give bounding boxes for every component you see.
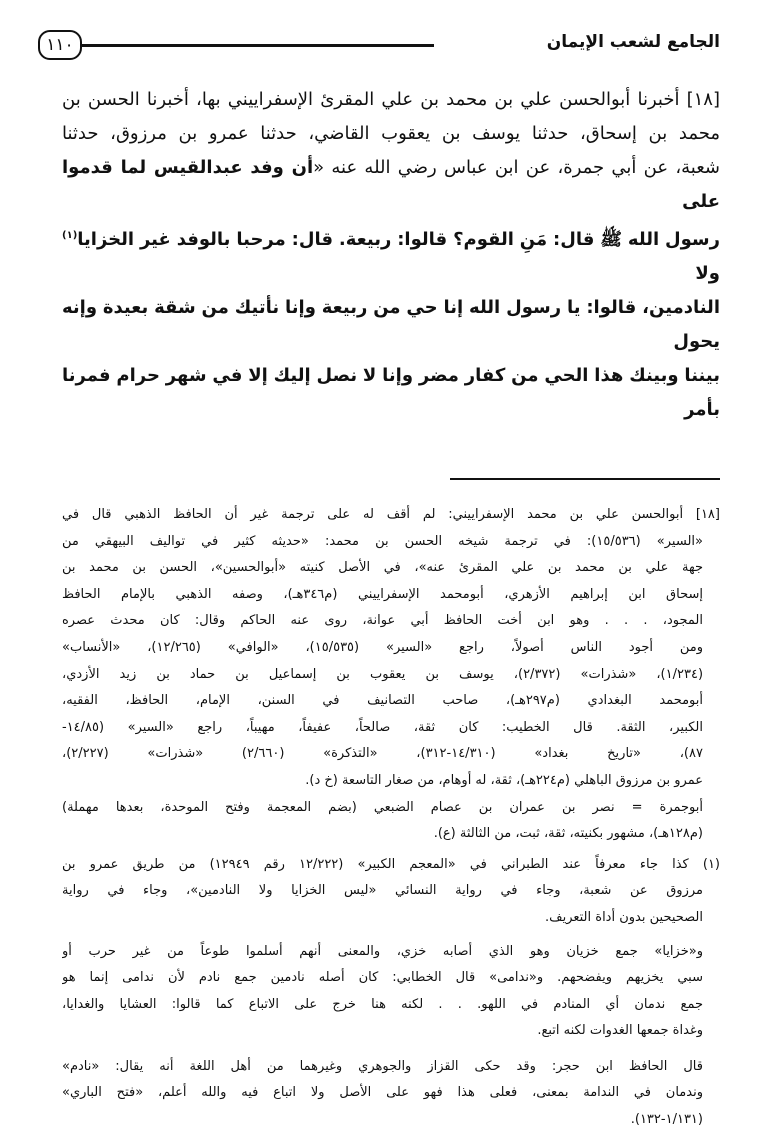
text-line: [١٨] أخبرنا أبوالحسن علي بن محمد بن علي المقرئ الإسفراييني بها، أخبرنا الحسن بن: [62, 89, 720, 110]
hadith-text: ولا: [695, 263, 720, 284]
header-rule: [82, 44, 434, 47]
footnote-line: (م١٢٨هـ)، مشهور بكنيته، ثقة، ثبت، من الثالثة (ع).: [433, 826, 703, 842]
footnote-line: الصحيحين بدون أداة التعريف.: [544, 909, 703, 925]
footnote-line: (١/١٣١-١٣٢).: [630, 1112, 703, 1128]
running-title: الجامع لشعب الإيمان: [546, 32, 720, 52]
footnote-line: أبوجمرة = نصر بن عمران بن عصام الضبعي (بضم المعجمة وفتح الموحدة، بعدها مهملة): [62, 799, 703, 815]
page-number: ١١٠: [38, 30, 82, 60]
text-line: محمد بن إسحاق، حدثنا يوسف بن يعقوب القاضي، حدثنا عمرو بن مرزوق، حدثنا: [62, 123, 720, 144]
footnote-line: جهة علي بن محمد بن علي المقرئ عنه»، في الأصل كنيته «أبوالحسين»، الحسن بن محمد بن: [62, 560, 703, 576]
footnote-line: وندمان في الندامة بمعنى، فعلى هذا فهو على الأصل ولا اتباع فيه والله أعلم، «فتح الباري»: [62, 1085, 703, 1101]
main-text: [62, 83, 720, 427]
text-line: [62, 219, 720, 291]
footnote-line: قال الحافظ ابن حجر: وقد حكى القزاز والجوهري وغيرهما من أهل اللغة أنه يقال: «نادم»: [62, 1058, 703, 1074]
footnote-line: (١/٢٣٤)، «شذرات» (٢/٣٧٢)، يوسف بن يعقوب بن إسماعيل بن حماد بن زيد الأزدي،: [62, 666, 704, 682]
footnote-line: المجود، . . . وهو ابن أخت الحافظ أبي عوانة، روى عنه الحاكم وقال: كان محدث عصره: [62, 613, 703, 629]
footnote-line: وغداة جمعها الغدوات لكنه اتبع.: [537, 1023, 703, 1039]
footnote-line: مرزوق عن شعبة، وجاء في رواية النسائي «ليس الخزايا ولا النادمين»، وجاء في رواية: [62, 883, 703, 899]
hadith-text: رسول الله ﷺ قال: مَنِ القوم؟ قالوا: ربيعة. قال: مرحبا بالوفد غير الخزايا: [77, 229, 720, 250]
footnote-line: ومن أجود الناس أصولاً، راجع «السير» (١٥/٥٣٥)، «الوافي» (١٢/٢٦٥)، «الأنساب»: [62, 639, 703, 655]
footnote-separator: [450, 478, 720, 480]
text-line: النادمين، قالوا: يا رسول الله إنا حي من ربيعة وإنا نأتيك من شقة بعيدة وإنه يحول: [62, 297, 720, 352]
footnote-ref[interactable]: (١): [62, 230, 78, 241]
footnote-line: [١٨] أبوالحسن علي بن محمد الإسفراييني: لم أقف له على ترجمة غير أن الحافظ الذهبي قال في: [62, 507, 720, 522]
footnotes: [62, 502, 720, 1134]
footnote-line: «السير» (١٥/٥٣٦): في ترجمة شيخه الحسن بن محمد: «حديثه كثير في تواليف البيهقي من: [62, 533, 703, 549]
page-body: [62, 83, 720, 1134]
footnote-line: (١) كذا جاء معرفاً عند الطبراني في «المعجم الكبير» (١٢/٢٢٢ رقم ١٢٩٤٩) من طريق عمرو بن: [62, 856, 720, 872]
text-segment: شعبة، عن أبي جمرة، عن ابن عباس رضي الله عنه «: [313, 157, 720, 178]
footnote-line: سبي يخزيهم ويفضحهم. و«ندامى» قال الخطابي: كان أصله نادمين جمع نادم لأن ندامى إنما هو: [62, 970, 703, 986]
footnote-line: أبومحمد البغدادي (م٢٩٧هـ)، صاحب التصانيف في السنن، الإمام، الحافظ، الفقيه،: [62, 693, 703, 709]
footnote-line: ٨٧)، «تاريخ بغداد» (١٤/٣١٠-٣١٢)، «التذكرة» (٢/٦٦٠) «شذرات» (٢/٢٢٧)،: [62, 746, 703, 762]
footnote-line: و«خزايا» جمع خزيان وهو الذي أصابه خزي، والمعنى أنهم أسلموا طوعاً من غير حرب أو: [62, 943, 703, 959]
text-line: بيننا وبينك هذا الحي من كفار مضر وإنا لا نصل إليك إلا في شهر حرام فمرنا بأمر: [62, 365, 720, 420]
text-line: [62, 151, 720, 219]
footnote-line: إسحاق ابن إبراهيم الأزهري، أبومحمد الإسفراييني (م٣٤٦هـ)، وصفه الذهبي بالإمام الحافظ: [62, 586, 703, 602]
footnote-line: الكبير، الثقة. قال الخطيب: كان ثقة، صالحاً، عفيفاً، مهيباً، راجع «السير» (١٤/٨٥-: [62, 719, 703, 735]
hadith-text: أن وفد عبدالقيس لما قدموا على: [62, 157, 720, 212]
footnote-line: عمرو بن مرزوق الباهلي (م٢٢٤هـ)، ثقة، له أوهام، من صغار التاسعة (خ د).: [305, 772, 703, 788]
footnote-line: جمع ندمان أي المنادم في اللهو. . . لكنه هنا خرج على الاتباع كما قالوا: العشايا والغدايا،: [62, 996, 703, 1012]
